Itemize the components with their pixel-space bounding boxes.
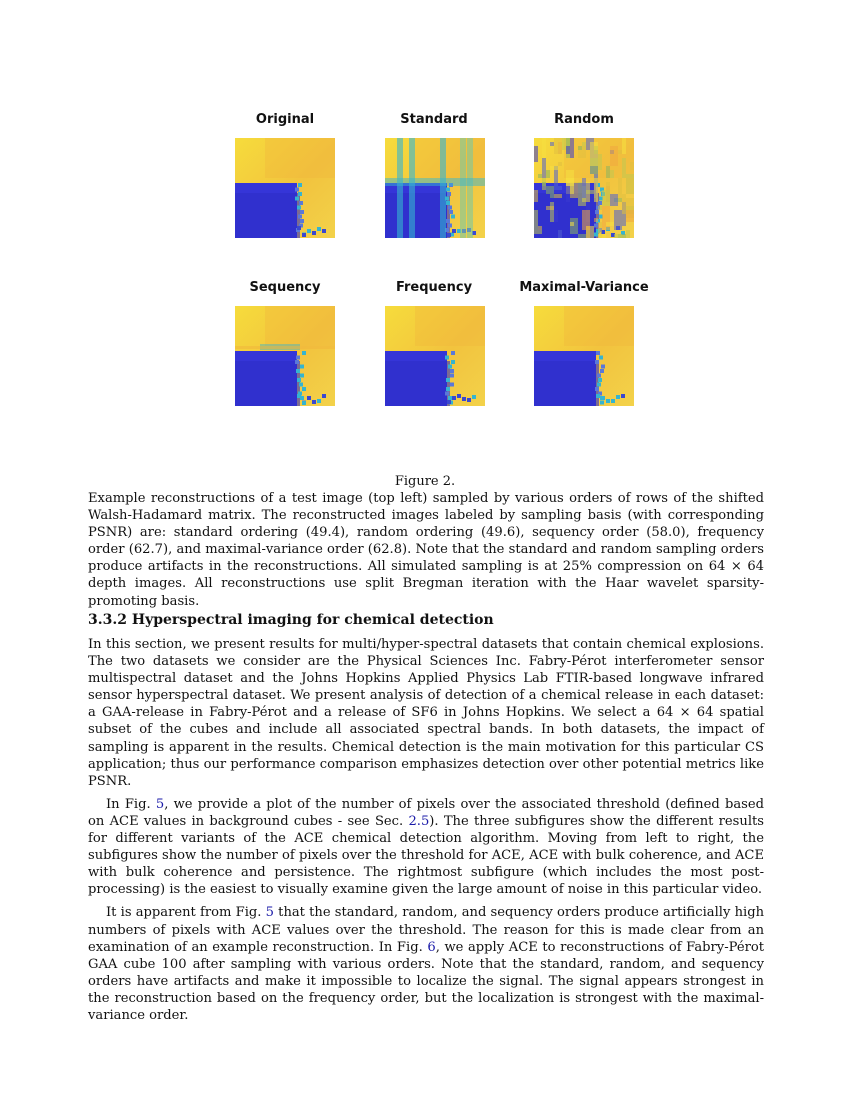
figure-label: Figure 2. [394,474,456,489]
reconstruction-image-maximal-variance [534,306,634,406]
body-text [88,636,764,1024]
paragraph-2-text-c: ). The three subfigures show the different results for different variants of the ACE chemical detection algorithm. Moving from left to right, the subfigures show the number of pixels over the threshold for ACE, ACE with bulk coherence, and ACE with bulk coherence and persistence. The rightmost subfigure (which includes the most post-processing) is the easiest to visually examine given the large amount of noise in this particular video. [88,813,765,898]
panel-title-sequency: Sequency [249,280,321,295]
figure-6-link[interactable]: 6 [427,939,436,955]
section-heading: 3.3.2 Hyperspectral imaging for chemical detection [88,612,494,628]
reconstruction-image-sequency [235,306,335,406]
paragraph-2-text-b: , we provide a plot of the number of pixels over the associated threshold (defined based on ACE values in background cubes - see Sec. [88,796,764,829]
figure-5-link-2[interactable]: 5 [265,905,274,921]
paragraph-2-text-a: In Fig. [106,796,156,812]
reconstruction-image-frequency [385,306,485,406]
figure-caption [88,490,764,610]
panel-title-random: Random [554,112,614,127]
figure-5-link[interactable]: 5 [155,796,165,812]
panel-title-frequency: Frequency [395,280,473,295]
paragraph-3-text-b: that the standard, random, and sequency orders produce artificially high numbers of pixels with ACE values over the threshold. The reason for this is made clear from an examination of an example reconstruction. In Fig. [88,905,765,955]
paragraph-1: In this section, we present results for multi/hyper-spectral datasets that contain chemical explosions. The two datasets we consider are the Physical Sciences Inc. Fabry-Pérot interferometer sensor multispectral dataset and the Johns Hopkins Applied Physics Lab FTIR-based longwave infrared sensor hyperspectral dataset. We present analysis of detection of a chemical release in each dataset: a GAA-release in Fabry-Pérot and a release of SF6 in Johns Hopkins. We select a 64 × 64 spatial subset of the cubes and include all associated spectral bands. In both datasets, the impact of sampling is apparent in the results. Chemical detection is the main motivation for this particular CS application; thus our performance comparison emphasizes detection over other potential metrics like PSNR. [88,637,764,789]
paragraph-2 [88,796,764,899]
section-2-5-link[interactable]: 2.5 [408,813,430,829]
panel-title-standard: Standard [400,112,468,127]
reconstruction-image-random [534,138,634,238]
paragraph-3-text-c: , we apply ACE to reconstructions of Fabry-Pérot GAA cube 100 after sampling with various orders. Note that the standard, random, and sequency orders have artifacts and make it impossible to localize the signal. The signal appears strongest in the reconstruction based on the frequency order, but the localization is strongest with the maximal-variance order. [88,939,764,1023]
figure-caption-text: Example reconstructions of a test image (top left) sampled by various orders of rows of the shifted Walsh-Hadamard matrix. The reconstructed images labeled by sampling basis (with corresponding PSNR) are: standard ordering (49.4), random ordering (49.6), sequency order (58.0), frequency order (62.7), and maximal-variance order (62.8). Note that the standard and random sampling orders produce artifacts in the reconstructions. All simulated sampling is at 25% compression on 64 × 64 depth images. All reconstructions use split Bregman iteration with the Haar wavelet sparsity-promoting basis. [88,491,764,609]
reconstruction-image-standard [385,138,485,238]
panel-title-maximal-variance: Maximal-Variance [519,280,649,295]
paragraph-3 [88,904,764,1024]
paragraph-3-text-a: It is apparent from Fig. [106,905,266,921]
panel-title-original: Original [255,112,315,127]
reconstruction-image-original [235,138,335,238]
